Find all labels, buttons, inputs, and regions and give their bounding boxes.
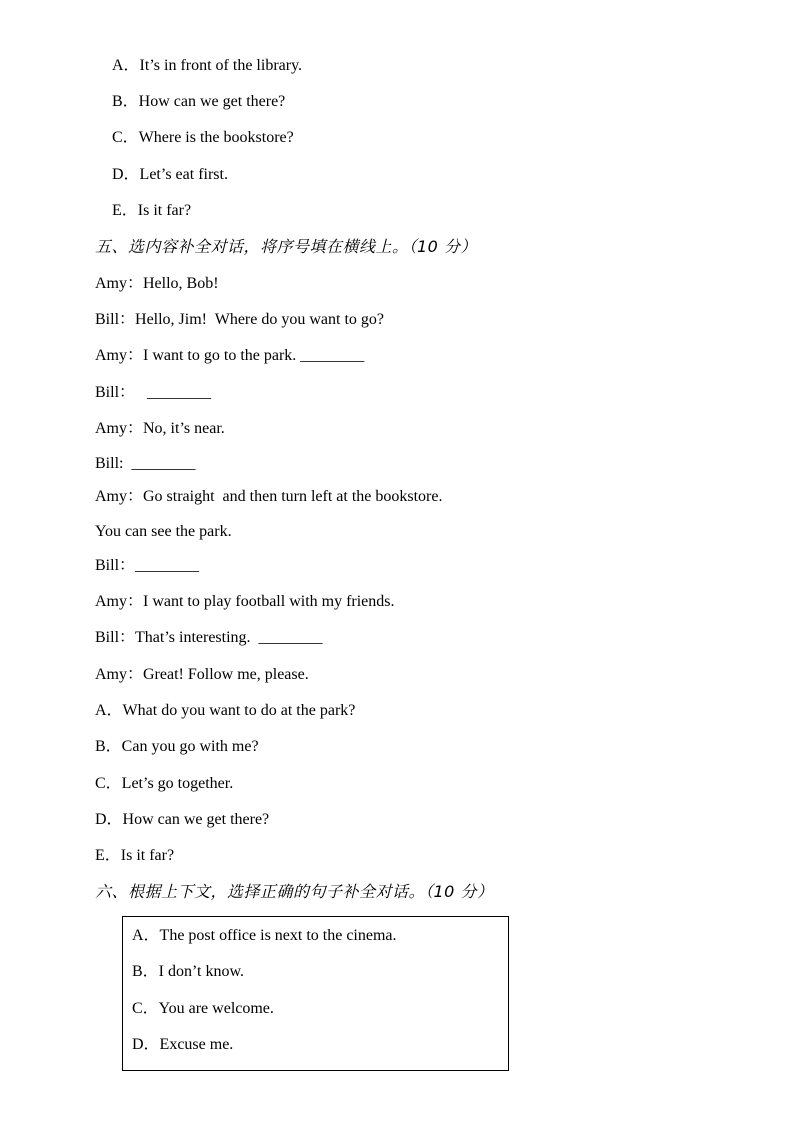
section5-option-d: D．How can we get there? (95, 811, 270, 828)
prev-option-e: E．Is it far? (112, 202, 192, 219)
prev-option-c: C．Where is the bookstore? (112, 129, 294, 146)
section6-option-d: D．Excuse me. (132, 1036, 234, 1053)
dialogue-line: Amy：I want to play football with my friends. (95, 593, 395, 610)
section5-title: 五、选内容补全对话，将序号填在横线上。（10 分） (95, 237, 477, 256)
dialogue-line: Amy：Go straight and then turn left at the bookstore. (95, 488, 443, 505)
dialogue-line: Bill：Hello, Jim! Where do you want to go? (95, 311, 384, 328)
prev-option-d: D．Let’s eat first. (112, 166, 228, 183)
dialogue-line: Bill: ________ (95, 455, 196, 472)
prev-option-a: A．It’s in front of the library. (112, 57, 303, 74)
dialogue-line: Bill： ________ (95, 384, 212, 401)
dialogue-line: Amy：Great! Follow me, please. (95, 666, 309, 683)
dialogue-line: Amy：I want to go to the park. ________ (95, 347, 365, 364)
section5-option-e: E．Is it far? (95, 847, 175, 864)
section5-option-c: C．Let’s go together. (95, 775, 234, 792)
section6-option-c: C．You are welcome. (132, 1000, 274, 1017)
dialogue-line: Amy：Hello, Bob! (95, 275, 219, 292)
section5-option-a: A．What do you want to do at the park? (95, 702, 356, 719)
section6-options-box (122, 916, 509, 1071)
prev-option-b: B．How can we get there? (112, 93, 286, 110)
section6-title: 六、根据上下文，选择正确的句子补全对话。（10 分） (95, 882, 494, 901)
dialogue-line: Bill：________ (95, 557, 200, 574)
dialogue-line: Amy：No, it’s near. (95, 420, 225, 437)
section6-option-b: B．I don’t know. (132, 963, 245, 980)
section6-option-a: A．The post office is next to the cinema. (132, 927, 397, 944)
section5-option-b: B．Can you go with me? (95, 738, 259, 755)
dialogue-line: Bill：That’s interesting. ________ (95, 629, 323, 646)
dialogue-line: You can see the park. (95, 523, 232, 540)
